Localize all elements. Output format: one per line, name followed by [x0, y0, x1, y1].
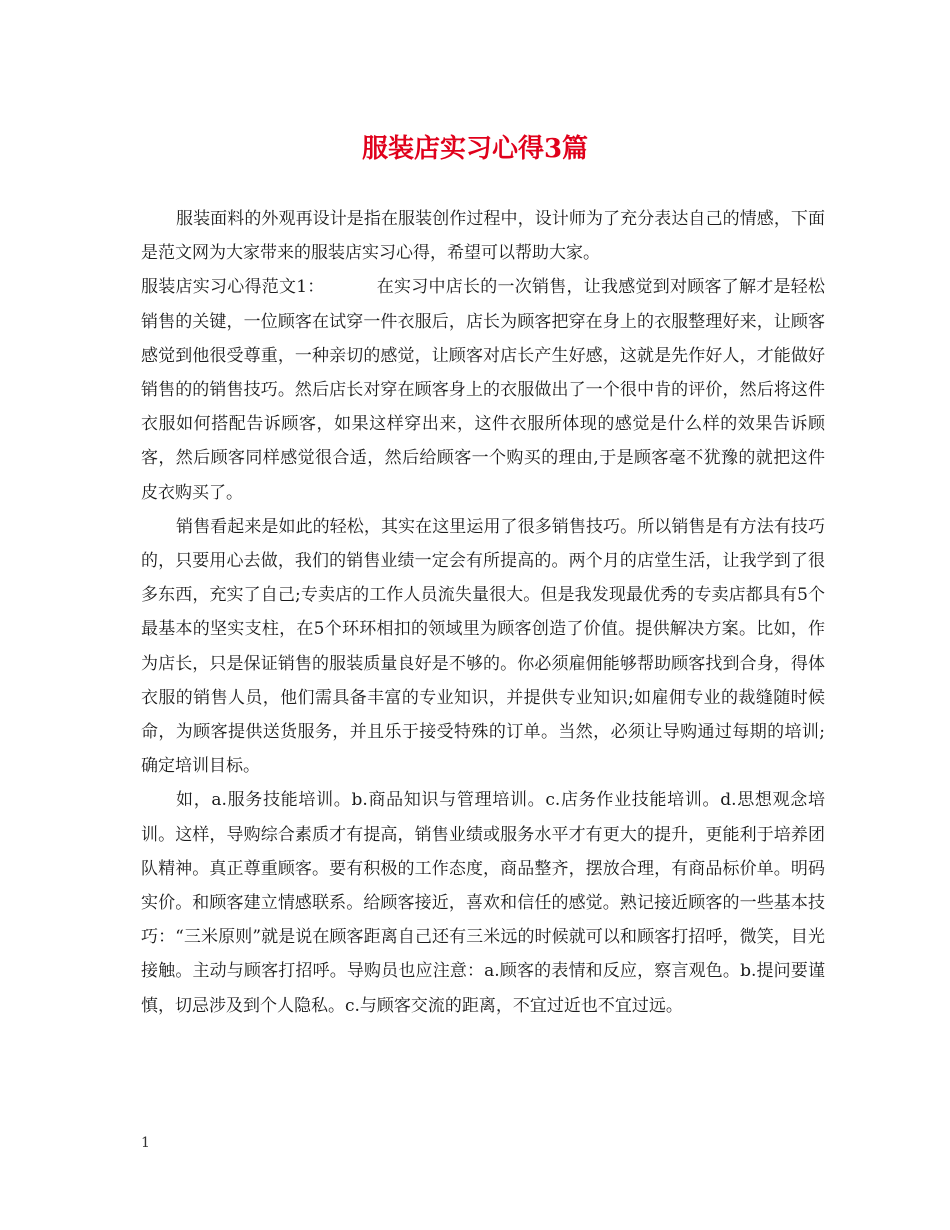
sample-paragraph-3: 如，a.服务技能培训。b.商品知识与管理培训。c.店务作业技能培训。d.思想观念培训。这样，导购综合素质才有提高，销售业绩或服务水平才有更大的提升，更能利于培养团队精神。真正尊重顾客。要有积极的工作态度，商品整齐，摆放合理，有商品标价单。明码实价。和顾客建立情感联系。给顾客接近，喜欢和信任的感觉。熟记接近顾客的一些基本技巧：“三米原则”就是说在顾客距离自己还有三米远的时候就可以和顾客打招呼，微笑，目光接触。主动与顾客打招呼。导购员也应注意：a.顾客的表情和反应，察言观色。b.提问要谨慎，切忌涉及到个人隐私。c.与顾客交流的距离，不宜过近也不宜过远。: [141, 790, 825, 1016]
page-number: 1: [141, 1135, 150, 1151]
sample-paragraph-1: [141, 270, 825, 509]
document-body: [141, 202, 825, 1023]
intro-paragraph: 服装面料的外观再设计是指在服装创作过程中，设计师为了充分表达自己的情感，下面是范文网为大家带来的服装店实习心得，希望可以帮助大家。: [141, 209, 825, 264]
document-title: 服装店实习心得3篇: [361, 134, 589, 164]
sample-paragraph-2: 销售看起来是如此的轻松，其实在这里运用了很多销售技巧。所以销售是有方法有技巧的，只要用心去做，我们的销售业绩一定会有所提高的。两个月的店堂生活，让我学到了很多东西，充实了自己;专卖店的工作人员流失量很大。但是我发现最优秀的专卖店都具有5个最基本的坚实支柱，在5个环环相扣的领域里为顾客创造了价值。提供解决方案。比如，作为店长，只是保证销售的服装质量良好是不够的。你必须雇佣能够帮助顾客找到合身，得体衣服的销售人员，他们需具备丰富的专业知识，并提供专业知识;如雇佣专业的裁缝随时候命，为顾客提供送货服务，并且乐于接受特殊的订单。当然，必须让导购通过每期的培训;确定培训目标。: [141, 516, 825, 777]
sample-paragraph-1-text: 在实习中店长的一次销售，让我感觉到对顾客了解才是轻松销售的关键，一位顾客在试穿一件衣服后，店长为顾客把穿在身上的衣服整理好来，让顾客感觉到他很受尊重，一种亲切的感觉，让顾客对店长产生好感，这就是先作好人，才能做好销售的的销售技巧。然后店长对穿在顾客身上的衣服做出了一个很中肯的评价，然后将这件衣服如何搭配告诉顾客，如果这样穿出来，这件衣服所体现的感觉是什么样的效果告诉顾客，然后顾客同样感觉很合适，然后给顾客一个购买的理由,于是顾客毫不犹豫的就把这件皮衣购买了。: [141, 277, 825, 503]
sample-label: 服装店实习心得范文1：: [141, 277, 325, 298]
